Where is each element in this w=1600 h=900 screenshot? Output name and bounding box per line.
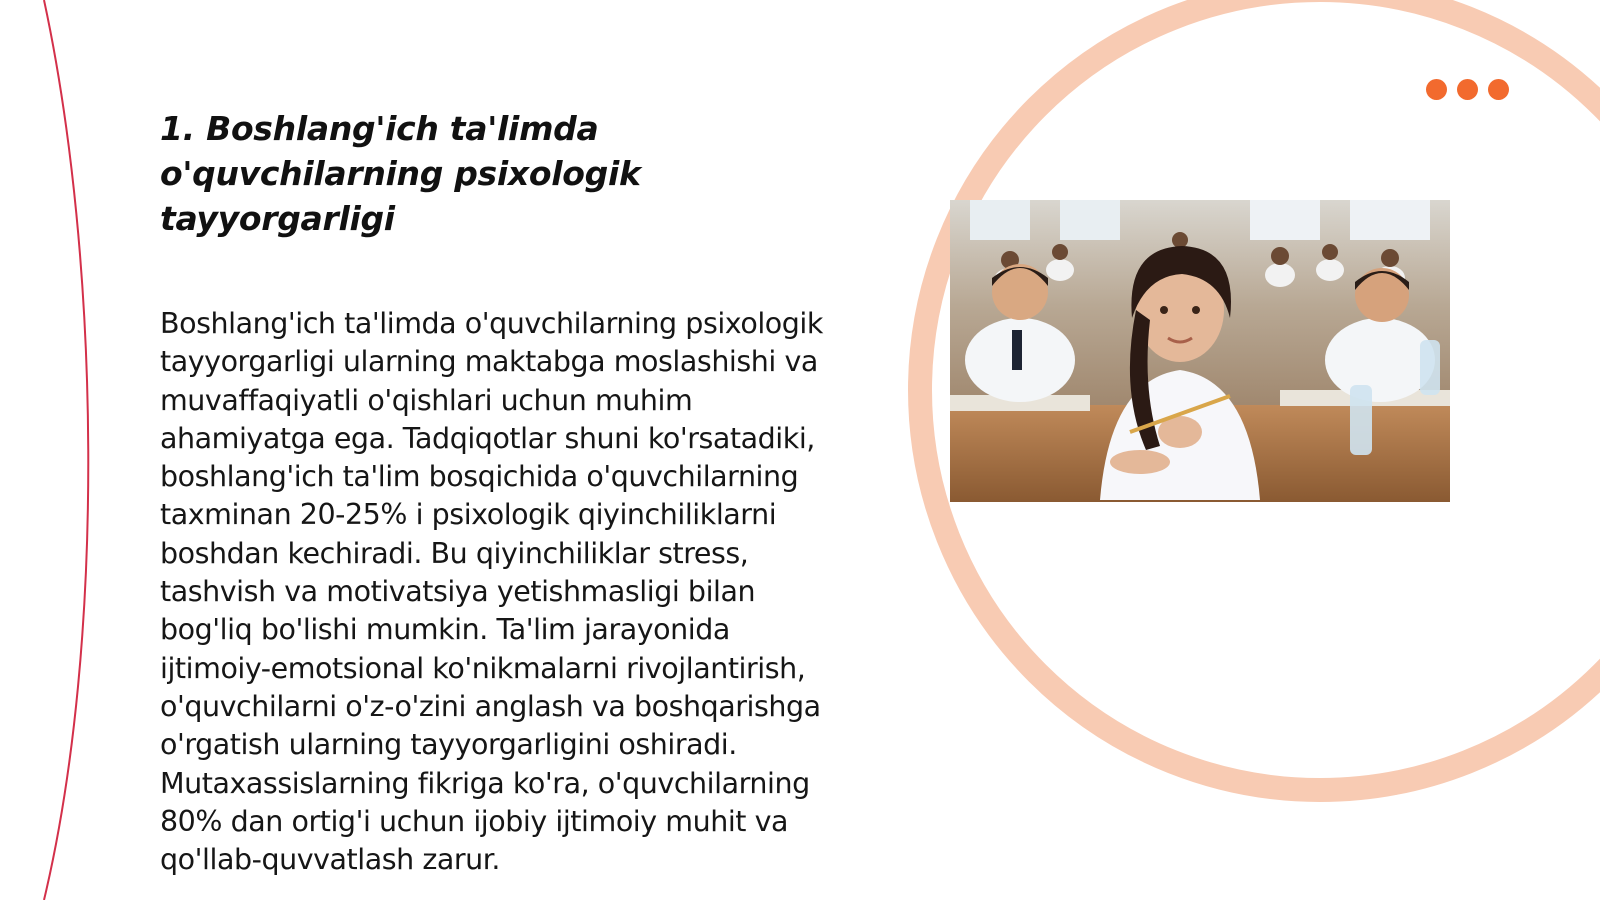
menu-dots — [1426, 79, 1512, 101]
classroom-photo-icon — [950, 200, 1450, 502]
classroom-photo — [950, 200, 1450, 502]
dot-icon — [1457, 79, 1478, 100]
slide-title: 1. Boshlang'ich ta'limda o'quvchilarning psixologik tayyorgarligi — [160, 109, 641, 238]
dot-icon — [1488, 79, 1509, 100]
left-edge-curve — [44, 0, 88, 900]
dot-icon — [1426, 79, 1447, 100]
slide-body-text: Boshlang'ich ta'limda o'quvchilarning psixologik tayyorgarligi ularning maktabga moslashishi va muvaffaqiyatli o'qishlari uchun muhim ahamiyatga ega. Tadqiqotlar shuni ko'rsatadiki, boshlang'ich ta'lim bosqichida o'quvchilarning taxminan 20-25% i psixologik qiyinchiliklarni boshdan kechiradi. Bu qiyinchiliklar stress, tashvish va motivatsiya yetishmasligi bilan bog'liq bo'lishi mumkin. Ta'lim jarayonida ijtimoiy-emotsional ko'nikmalarni rivojlantirish, o'quvchilarni o'z-o'zini anglash va boshqarishga o'rgatish ularning tayyorgarligini oshiradi. Mutaxassislarning fikriga ko'ra, o'quvchilarning 80% dan ortig'i uchun ijobiy ijtimoiy muhit va qo'llab-quvvatlash zarur. — [160, 307, 823, 877]
